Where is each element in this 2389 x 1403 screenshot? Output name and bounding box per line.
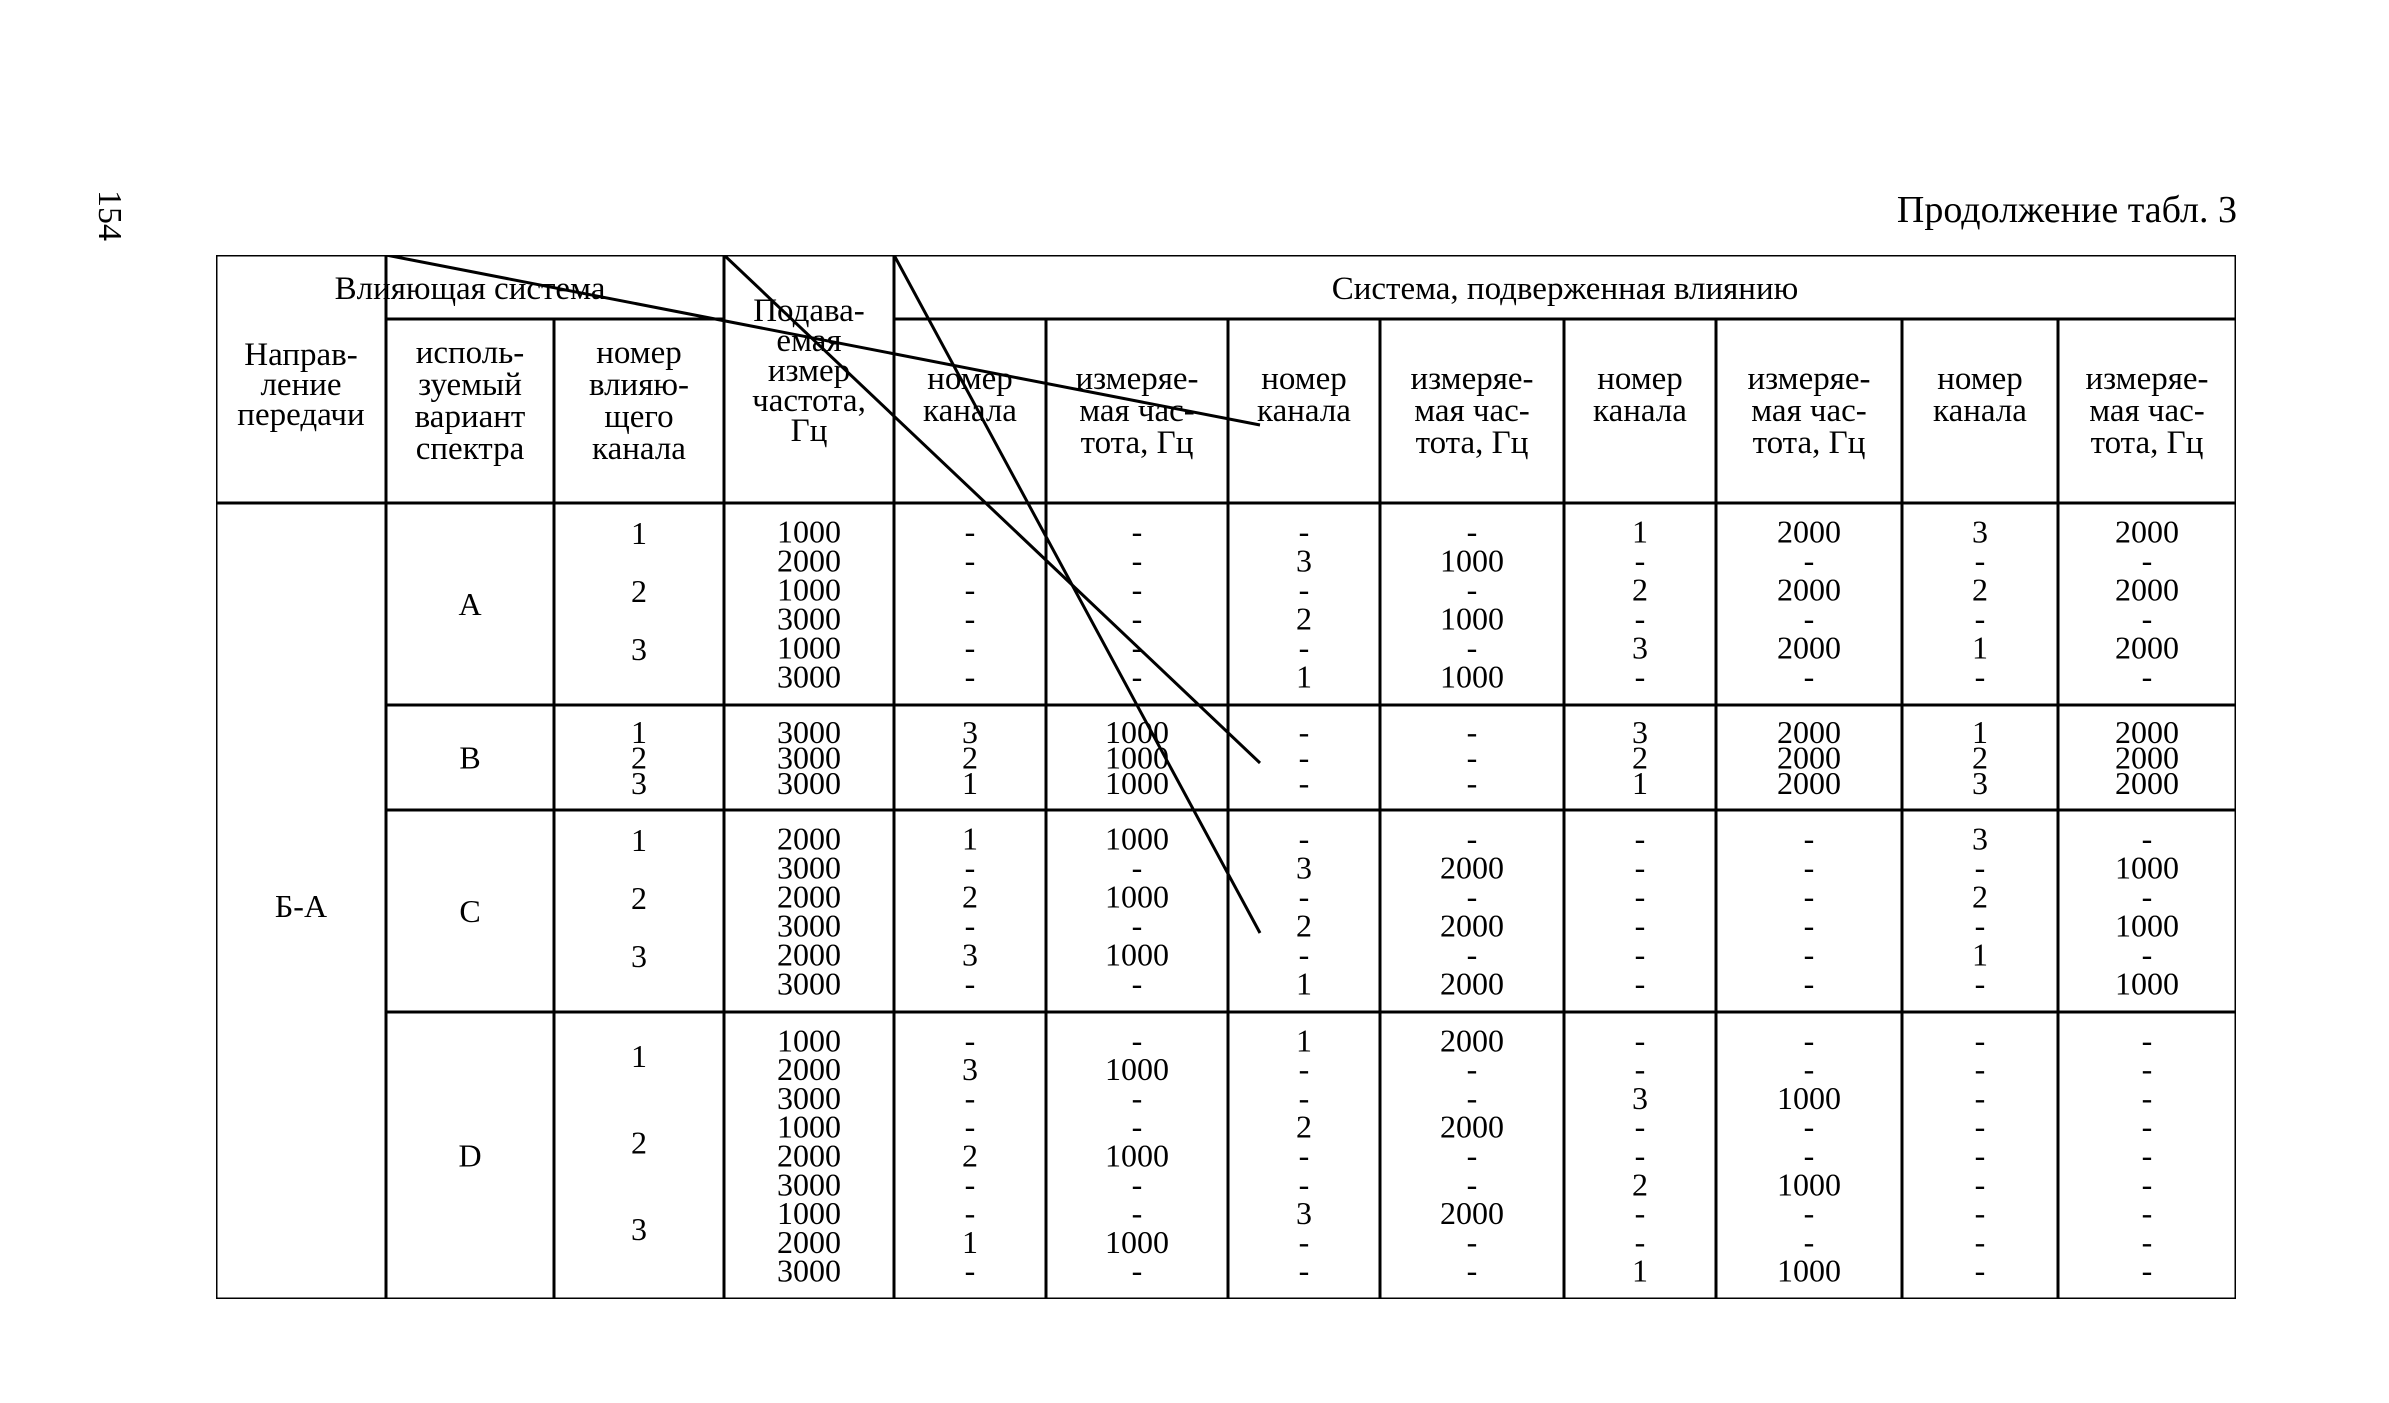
measured-frequency: 1000 [1777,1166,1841,1203]
measured-frequency: - [2141,1195,2153,1232]
supplied-frequency: 3000 [777,765,841,802]
influencing-channel-number: 2 [631,879,647,916]
header-channel-number: номер [1597,361,1683,397]
channel-number: 1 [1296,1022,1312,1059]
channel-number: 2 [962,878,978,915]
measured-frequency: 2000 [1777,713,1841,750]
channel-number: - [1634,542,1646,579]
measured-frequency: 1000 [1105,739,1169,776]
channel-number: 2 [1972,739,1988,776]
channel-number: - [964,513,976,550]
channel-number: - [1298,513,1310,550]
measured-frequency: - [1803,907,1815,944]
channel-number: 3 [1296,849,1312,886]
measured-frequency: 2000 [2115,713,2179,750]
measured-frequency: 2000 [1777,765,1841,802]
channel-number: 3 [1972,513,1988,550]
measured-frequency: 2000 [1440,965,1504,1002]
header-influencing-channel: щего [604,399,674,435]
variant-label: A [458,586,482,622]
header-measured-frequency: измеряе- [1410,361,1534,397]
measured-frequency: 2000 [1440,1195,1504,1232]
influencing-channel-number: 3 [631,1210,647,1247]
measured-frequency: - [1803,600,1815,637]
frequency-table [216,255,2236,1299]
header-channel-number: канала [1933,393,2027,429]
channel-number: - [1974,1022,1986,1059]
header-variant: спектра [415,431,525,467]
header-direction: передачи [237,397,365,433]
channel-number: - [1974,1223,1986,1260]
direction-value: Б-А [274,888,328,924]
header-measured-frequency: мая час- [1079,393,1195,429]
channel-number: - [964,1195,976,1232]
channel-number: - [1298,571,1310,608]
header-direction: Направ- [244,337,358,373]
header-variant: исполь- [415,335,525,371]
measured-frequency: 2000 [1440,849,1504,886]
supplied-frequency: 3000 [777,600,841,637]
header-influencing-channel: влияю- [588,367,690,403]
measured-frequency: - [1131,1079,1143,1116]
measured-frequency: 2000 [1777,629,1841,666]
channel-number: - [1298,878,1310,915]
measured-frequency: 1000 [1440,658,1504,695]
channel-number: - [1974,658,1986,695]
channel-number: - [1634,878,1646,915]
channel-number: - [964,907,976,944]
header-measured-frequency: тота, Гц [1415,425,1529,461]
measured-frequency: 1000 [2115,849,2179,886]
header-affected-system: Система, подверженная влиянию [1331,271,1799,307]
supplied-frequency: 1000 [777,629,841,666]
measured-frequency: - [1803,542,1815,579]
measured-frequency: - [1803,1137,1815,1174]
channel-number: - [1298,765,1310,802]
measured-frequency: - [2141,1051,2153,1088]
supplied-frequency: 3000 [777,739,841,776]
header-channel-number: канала [1593,393,1687,429]
channel-number: - [1974,1195,1986,1232]
channel-number: 1 [1296,658,1312,695]
supplied-frequency: 3000 [777,849,841,886]
measured-frequency: - [1466,878,1478,915]
measured-frequency: - [1466,1137,1478,1174]
measured-frequency: - [1466,1051,1478,1088]
measured-frequency: - [1803,1022,1815,1059]
supplied-frequency: 2000 [777,1223,841,1260]
measured-frequency: - [2141,1166,2153,1203]
channel-number: - [1634,1137,1646,1174]
channel-number: - [1298,713,1310,750]
header-measured-frequency: измеряе- [2085,361,2209,397]
channel-number: - [1298,1137,1310,1174]
channel-number: - [964,600,976,637]
measured-frequency: - [1131,1022,1143,1059]
measured-frequency: 1000 [1105,820,1169,857]
supplied-frequency: 3000 [777,658,841,695]
channel-number: 2 [1296,600,1312,637]
influencing-channel-number: 3 [631,765,647,802]
channel-number: 2 [1632,739,1648,776]
header-measured-frequency: тота, Гц [1752,425,1866,461]
measured-frequency: - [1466,1166,1478,1203]
measured-frequency: 1000 [1777,1252,1841,1289]
channel-number: 2 [1632,1166,1648,1203]
measured-frequency: 2000 [2115,513,2179,550]
supplied-frequency: 1000 [777,571,841,608]
channel-number: - [964,1022,976,1059]
channel-number: - [1974,1252,1986,1289]
header-variant: вариант [414,399,526,435]
channel-number: 3 [962,936,978,973]
channel-number: 1 [1972,713,1988,750]
measured-frequency: - [1131,658,1143,695]
header-channel-number: номер [927,361,1013,397]
header-measured-frequency: измеряе- [1075,361,1199,397]
channel-number: 3 [1972,765,1988,802]
channel-number: - [1634,600,1646,637]
channel-number: 2 [962,1137,978,1174]
measured-frequency: - [2141,600,2153,637]
influencing-channel-number: 2 [631,572,647,609]
measured-frequency: - [1803,965,1815,1002]
channel-number: - [1634,849,1646,886]
measured-frequency: - [2141,878,2153,915]
measured-frequency: - [1803,1108,1815,1145]
measured-frequency: - [1466,765,1478,802]
measured-frequency: - [1131,542,1143,579]
measured-frequency: 2000 [2115,765,2179,802]
channel-number: - [1298,1252,1310,1289]
header-influencing-system: Влияющая система [334,271,606,307]
channel-number: - [1298,1166,1310,1203]
measured-frequency: - [1803,1195,1815,1232]
measured-frequency: 2000 [2115,739,2179,776]
measured-frequency: - [1803,820,1815,857]
measured-frequency: 2000 [1777,571,1841,608]
channel-number: - [1298,936,1310,973]
measured-frequency: - [1131,1166,1143,1203]
measured-frequency: - [1466,936,1478,973]
measured-frequency: 1000 [1440,600,1504,637]
channel-number: 2 [962,739,978,776]
channel-number: - [1974,1137,1986,1174]
header-measured-frequency: мая час- [1414,393,1530,429]
measured-frequency: - [1466,571,1478,608]
channel-number: - [1974,907,1986,944]
measured-frequency: - [2141,1223,2153,1260]
influencing-channel-number: 1 [631,821,647,858]
influencing-channel-number: 2 [631,739,647,776]
page-number: 154 [91,190,128,241]
measured-frequency: 1000 [1105,713,1169,750]
measured-frequency: - [1466,1252,1478,1289]
measured-frequency: - [1803,878,1815,915]
channel-number: - [1298,820,1310,857]
supplied-frequency: 2000 [777,820,841,857]
supplied-frequency: 3000 [777,1079,841,1116]
header-direction: ление [260,367,342,403]
measured-frequency: 2000 [2115,571,2179,608]
measured-frequency: - [1131,849,1143,886]
measured-frequency: 1000 [1105,936,1169,973]
measured-frequency: 2000 [1440,1108,1504,1145]
channel-number: - [964,629,976,666]
supplied-frequency: 2000 [777,1137,841,1174]
measured-frequency: - [2141,1137,2153,1174]
header-supplied-frequency: емая [776,323,842,359]
channel-number: - [1634,1051,1646,1088]
measured-frequency: 2000 [2115,629,2179,666]
channel-number: - [1298,629,1310,666]
channel-number: 3 [1632,629,1648,666]
channel-number: 1 [1972,936,1988,973]
channel-number: - [964,849,976,886]
measured-frequency: - [1131,571,1143,608]
measured-frequency: - [1466,629,1478,666]
supplied-frequency: 3000 [777,713,841,750]
influencing-channel-number: 1 [631,713,647,750]
measured-frequency: 1000 [1440,542,1504,579]
channel-number: - [1974,1079,1986,1116]
measured-frequency: - [2141,936,2153,973]
header-supplied-frequency: частота, [752,383,866,419]
table-header [237,271,2208,467]
channel-number: 3 [1296,1195,1312,1232]
header-channel-number: канала [1257,393,1351,429]
measured-frequency: - [1803,1051,1815,1088]
influencing-channel-number: 2 [631,1124,647,1161]
influencing-channel-number: 1 [631,514,647,551]
header-supplied-frequency: измер [767,353,851,389]
supplied-frequency: 2000 [777,1051,841,1088]
variant-label: C [459,893,481,929]
channel-number: - [1974,849,1986,886]
channel-number: 1 [1296,965,1312,1002]
channel-number: 2 [1296,907,1312,944]
channel-number: - [1298,1079,1310,1116]
header-measured-frequency: тота, Гц [1080,425,1194,461]
channel-number: - [1634,1223,1646,1260]
channel-number: - [1634,965,1646,1002]
supplied-frequency: 2000 [777,542,841,579]
channel-number: - [964,542,976,579]
supplied-frequency: 1000 [777,513,841,550]
column-rule [894,255,1260,933]
measured-frequency: 1000 [1105,1137,1169,1174]
channel-number: 3 [1296,542,1312,579]
supplied-frequency: 3000 [777,1166,841,1203]
header-channel-number: номер [1261,361,1347,397]
channel-number: - [1974,1108,1986,1145]
supplied-frequency: 3000 [777,965,841,1002]
measured-frequency: - [1803,849,1815,886]
channel-number: 1 [1632,765,1648,802]
influencing-channel-number: 3 [631,937,647,974]
header-supplied-frequency: Гц [790,413,828,449]
measured-frequency: - [1131,513,1143,550]
measured-frequency: - [1131,629,1143,666]
channel-number: 2 [1972,571,1988,608]
supplied-frequency: 3000 [777,1252,841,1289]
variant-label: B [459,739,481,776]
influencing-channel-number: 1 [631,1038,647,1075]
measured-frequency: - [2141,658,2153,695]
measured-frequency: - [1466,820,1478,857]
channel-number: - [964,1108,976,1145]
header-channel-number: номер [1937,361,2023,397]
channel-number: - [1634,820,1646,857]
measured-frequency: 2000 [1440,907,1504,944]
measured-frequency: - [1131,600,1143,637]
channel-number: - [1634,936,1646,973]
measured-frequency: - [2141,1022,2153,1059]
channel-number: 1 [1632,513,1648,550]
channel-number: 2 [1972,878,1988,915]
influencing-channel-number: 3 [631,630,647,667]
channel-number: 3 [1972,820,1988,857]
measured-frequency: - [2141,820,2153,857]
channel-number: - [1974,542,1986,579]
continuation-label: Продолжение табл. 3 [1896,189,2237,231]
measured-frequency: - [2141,1079,2153,1116]
supplied-frequency: 1000 [777,1108,841,1145]
channel-number: - [964,1079,976,1116]
channel-number: - [1298,1223,1310,1260]
supplied-frequency: 2000 [777,878,841,915]
supplied-frequency: 1000 [777,1195,841,1232]
measured-frequency: - [1466,713,1478,750]
channel-number: - [1298,1051,1310,1088]
channel-number: - [1634,907,1646,944]
variant-label: D [458,1137,482,1174]
measured-frequency: - [1131,907,1143,944]
channel-number: - [1634,658,1646,695]
measured-frequency: 1000 [1105,1051,1169,1088]
measured-frequency: 1000 [2115,965,2179,1002]
measured-frequency: - [1131,1195,1143,1232]
measured-frequency: - [1803,936,1815,973]
channel-number: - [964,965,976,1002]
measured-frequency: 2000 [1440,1022,1504,1059]
header-measured-frequency: мая час- [2089,393,2205,429]
channel-number: 3 [1632,1079,1648,1116]
measured-frequency: 1000 [1777,1079,1841,1116]
header-variant: зуемый [418,367,522,403]
channel-number: 3 [1632,713,1648,750]
channel-number: - [964,1252,976,1289]
channel-number: 3 [962,713,978,750]
header-measured-frequency: мая час- [1751,393,1867,429]
channel-number: 1 [1632,1252,1648,1289]
channel-number: - [1634,1022,1646,1059]
measured-frequency: - [1803,658,1815,695]
header-channel-number: канала [923,393,1017,429]
measured-frequency: - [1131,1108,1143,1145]
channel-number: - [1974,965,1986,1002]
supplied-frequency: 1000 [777,1022,841,1059]
measured-frequency: 1000 [2115,907,2179,944]
channel-number: 2 [1296,1108,1312,1145]
channel-number: 1 [962,820,978,857]
supplied-frequency: 2000 [777,936,841,973]
header-measured-frequency: тота, Гц [2090,425,2204,461]
channel-number: 1 [962,765,978,802]
measured-frequency: - [1803,1223,1815,1260]
channel-number: - [1634,1108,1646,1145]
channel-number: - [964,1166,976,1203]
header-measured-frequency: измеряе- [1747,361,1871,397]
channel-number: - [1298,739,1310,776]
measured-frequency: 1000 [1105,1223,1169,1260]
channel-number: - [964,571,976,608]
measured-frequency: 2000 [1777,739,1841,776]
header-supplied-frequency: Подава- [753,293,865,329]
channel-number: 3 [962,1051,978,1088]
channel-number: - [1634,1195,1646,1232]
channel-number: 1 [962,1223,978,1260]
measured-frequency: - [1466,1079,1478,1116]
measured-frequency: - [2141,1252,2153,1289]
channel-number: - [1974,1051,1986,1088]
measured-frequency: - [1466,513,1478,550]
measured-frequency: - [1466,739,1478,776]
measured-frequency: 1000 [1105,878,1169,915]
supplied-frequency: 3000 [777,907,841,944]
measured-frequency: - [1466,1223,1478,1260]
header-influencing-channel: канала [592,431,686,467]
measured-frequency: - [1131,1252,1143,1289]
channel-number: - [1974,600,1986,637]
measured-frequency: 2000 [1777,513,1841,550]
measured-frequency: - [2141,1108,2153,1145]
channel-number: - [964,658,976,695]
header-influencing-channel: номер [596,335,682,371]
channel-number: 1 [1972,629,1988,666]
measured-frequency: - [1131,965,1143,1002]
channel-number: - [1974,1166,1986,1203]
channel-number: 2 [1632,571,1648,608]
measured-frequency: - [2141,542,2153,579]
measured-frequency: 1000 [1105,765,1169,802]
